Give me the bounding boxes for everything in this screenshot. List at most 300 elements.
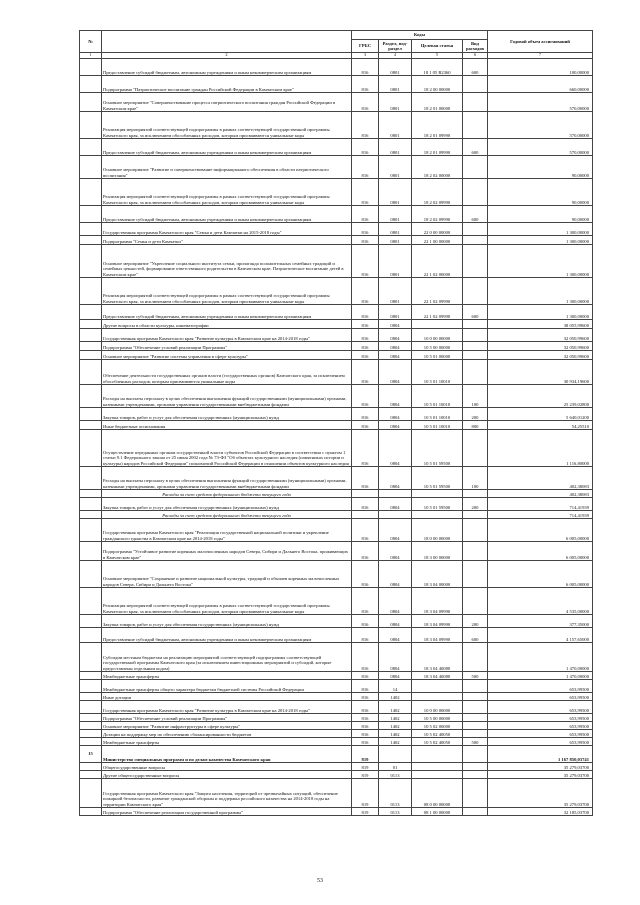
row-name: Реализация мероприятий соответствующей подпрограммы в рамках соответствующей государственной программы Камчатского края, за исключением обособленных расходов, которым присваиваются уникальные коды [102, 588, 352, 615]
row-grbs: 816 [352, 467, 379, 490]
row-expense-type: 600 [463, 139, 488, 156]
row-number [80, 139, 102, 156]
row-razdel: 0801 [379, 59, 412, 76]
row-amount: 1 300,00000 [488, 236, 593, 245]
row-razdel: 0801 [379, 93, 412, 112]
row-target-article: 18 2 02 00000 [412, 156, 463, 179]
row-grbs: 816 [352, 179, 379, 206]
row-target-article: 18 3 04 09990 [412, 628, 463, 643]
row-number [80, 763, 102, 771]
row-razdel: 0804 [379, 385, 412, 408]
table-row [80, 746, 593, 763]
row-name: Закупка товаров, работ и услуг для обеспечения государственных (муниципальных) нужд [102, 498, 352, 511]
row-target-article: 18 2 01 09990 [412, 112, 463, 139]
row-expense-type: 200 [463, 615, 488, 628]
row-razdel: 0804 [379, 320, 412, 329]
row-name: Государственная программа Камчатского края "Защита населения, территорий от чрезвычайных ситуаций, обеспечение пожарной безопасности, развитие гражданской обороны и поддержка российского казачества на 2014-2018 годы на территории Камчатского края" [102, 779, 352, 808]
row-number [80, 628, 102, 643]
row-grbs: 816 [352, 615, 379, 628]
table-row [80, 643, 593, 672]
row-target-article: 10 5 00 00000 [412, 342, 463, 351]
row-expense-type [463, 680, 488, 693]
row-expense-type [463, 588, 488, 615]
row-number [80, 467, 102, 490]
row-razdel: 0801 [379, 76, 412, 93]
row-number [80, 206, 102, 223]
table-row [80, 76, 593, 93]
row-grbs: 816 [352, 693, 379, 701]
row-grbs: 819 [352, 779, 379, 808]
row-amount: 1 300,00000 [488, 305, 593, 320]
budget-table-sheet [79, 30, 592, 816]
row-expense-type: 600 [463, 206, 488, 223]
row-grbs: 816 [352, 722, 379, 730]
row-target-article: 10 5 01 10010 [412, 385, 463, 408]
row-amount: 570,00000 [488, 139, 593, 156]
table-row [80, 236, 593, 245]
row-amount: 4 535,00000 [488, 588, 593, 615]
row-number [80, 615, 102, 628]
table-row [80, 467, 593, 490]
row-number [80, 305, 102, 320]
table-row [80, 278, 593, 305]
row-grbs: 816 [352, 351, 379, 360]
row-amount: 32 050,99600 [488, 342, 593, 351]
row-target-article: 18 0 00 00000 [412, 519, 463, 542]
table-note-row [80, 490, 593, 498]
row-razdel: 1402 [379, 722, 412, 730]
row-name: Государственная программа Камчатского края "Семья и дети Камчатки на 2015-2018 годы" [102, 223, 352, 236]
row-razdel: 0113 [379, 771, 412, 779]
row-razdel: 0801 [379, 179, 412, 206]
row-razdel: 0801 [379, 206, 412, 223]
row-name: Расходы на выплаты персоналу в целях обеспечения выполнения функций государственными (муниципальными) органами, казенными учреждениями, органами управления государственными внебюджетными фондами [102, 385, 352, 408]
row-target-article: 10 5 01 59500 [412, 430, 463, 467]
table-row [80, 771, 593, 779]
row-razdel: 0804 [379, 430, 412, 467]
table-row [80, 714, 593, 722]
row-number [80, 112, 102, 139]
row-name: Реализация мероприятий соответствующей подпрограммы в рамках соответствующей государственной программы Камчатского края, за исключением обособленных расходов, которым присваиваются уникальные коды [102, 278, 352, 305]
row-expense-type [463, 490, 488, 498]
row-target-article: 10 0 00 00000 [412, 329, 463, 342]
row-amount: 653,99500 [488, 730, 593, 738]
row-number [80, 223, 102, 236]
row-amount: 1 116,80000 [488, 430, 593, 467]
row-razdel: 0804 [379, 342, 412, 351]
row-amount: 402,38083 [488, 467, 593, 490]
row-razdel [379, 746, 412, 763]
row-amount: 25 239,02800 [488, 385, 593, 408]
row-name: Иные дотации [102, 693, 352, 701]
row-number [80, 236, 102, 245]
row-razdel: 0804 [379, 643, 412, 672]
row-expense-type: 200 [463, 498, 488, 511]
row-razdel: 0804 [379, 329, 412, 342]
row-expense-type: 600 [463, 305, 488, 320]
row-number [80, 245, 102, 278]
row-expense-type [463, 771, 488, 779]
row-amount: 570,00000 [488, 93, 593, 112]
row-grbs: 816 [352, 714, 379, 722]
row-razdel: 0801 [379, 278, 412, 305]
row-grbs: 816 [352, 519, 379, 542]
row-amount: 35 279,03700 [488, 771, 593, 779]
row-number [80, 588, 102, 615]
table-row [80, 139, 593, 156]
row-number [80, 738, 102, 746]
header-amount: Годовой объем ассигнований [488, 31, 593, 53]
row-number [80, 342, 102, 351]
table-row [80, 693, 593, 701]
row-target-article: 18 2 01 00000 [412, 93, 463, 112]
row-number [80, 156, 102, 179]
row-number [80, 320, 102, 329]
row-amount: 1 470,00000 [488, 643, 593, 672]
row-amount: 6 005,00000 [488, 519, 593, 542]
row-grbs: 816 [352, 236, 379, 245]
table-row [80, 722, 593, 730]
row-name: Осуществление переданных органам государственной власти субъектов Российской Федерации в соответствии с пунктом 1 статьи 9.1 Федерального закона от 25 июня 2002 года № 73-ФЗ "Об объектах культурного наследия (памятниках истории и культуры) народов Российской Федерации" полномочий Российской Федерации в отношении объектов культурного наследия [102, 430, 352, 467]
row-grbs: 816 [352, 561, 379, 588]
row-target-article: 22 1 02 00000 [412, 245, 463, 278]
row-target-article: 10 5 01 10010 [412, 360, 463, 385]
row-number [80, 179, 102, 206]
row-grbs: 816 [352, 360, 379, 385]
row-expense-type [463, 746, 488, 763]
row-razdel: 1402 [379, 701, 412, 714]
row-target-article: 10 5 00 00000 [412, 714, 463, 722]
row-grbs: 816 [352, 278, 379, 305]
row-grbs: 816 [352, 206, 379, 223]
row-grbs: 819 [352, 746, 379, 763]
row-amount: 32 050,99600 [488, 351, 593, 360]
row-name: Общегосударственные вопросы [102, 763, 352, 771]
row-name: Предоставление субсидий бюджетным, автономным учреждениям и иным некоммерческим организациям [102, 139, 352, 156]
row-number: 15 [80, 746, 102, 763]
row-target-article: 10 0 00 00000 [412, 701, 463, 714]
row-number [80, 542, 102, 561]
row-name: Основное мероприятие "Развитие системы управления в сфере культуры" [102, 351, 352, 360]
column-number: 1 [80, 53, 102, 59]
row-expense-type [463, 156, 488, 179]
row-amount: 30 934,19600 [488, 360, 593, 385]
row-razdel: 0804 [379, 360, 412, 385]
row-target-article: 10 5 01 10010 [412, 408, 463, 421]
row-razdel: 0804 [379, 615, 412, 628]
table-row [80, 305, 593, 320]
row-name: Предоставление субсидий бюджетным, автономным учреждениям и иным некоммерческим организациям [102, 59, 352, 76]
row-number [80, 808, 102, 816]
row-razdel: 0801 [379, 112, 412, 139]
row-razdel: 0801 [379, 156, 412, 179]
row-name: Подпрограмма "Семья и дети Камчатки" [102, 236, 352, 245]
table-row [80, 93, 593, 112]
row-amount: 653,99500 [488, 693, 593, 701]
row-amount: 5 640,01200 [488, 408, 593, 421]
row-grbs: 816 [352, 342, 379, 351]
header-number: № [80, 31, 102, 53]
row-name: Другие общегосударственные вопросы [102, 771, 352, 779]
row-amount: 402,38083 [488, 490, 593, 498]
row-amount: 32 050,99600 [488, 329, 593, 342]
row-target-article: 10 5 01 59500 [412, 467, 463, 490]
table-body [80, 59, 593, 816]
row-target-article [412, 680, 463, 693]
row-name: Межбюджетные трансферты [102, 672, 352, 680]
row-target-article: 18 3 04 40080 [412, 672, 463, 680]
row-expense-type [463, 329, 488, 342]
row-target-article: 10 5 01 10010 [412, 421, 463, 430]
column-number: 6 [463, 53, 488, 59]
row-expense-type [463, 236, 488, 245]
table-row [80, 672, 593, 680]
row-razdel: 0804 [379, 561, 412, 588]
row-razdel: 0113 [379, 779, 412, 808]
row-amount: 653,99500 [488, 714, 593, 722]
row-amount: 6 005,00000 [488, 542, 593, 561]
row-grbs: 816 [352, 498, 379, 511]
table-row [80, 112, 593, 139]
row-amount: 714,41939 [488, 498, 593, 511]
row-expense-type [463, 93, 488, 112]
row-target-article: 18 3 04 40080 [412, 643, 463, 672]
row-amount: 35 279,03700 [488, 763, 593, 771]
row-number [80, 519, 102, 542]
row-target-article: 22 1 00 00000 [412, 236, 463, 245]
row-expense-type [463, 179, 488, 206]
row-name: Межбюджетные трансферты [102, 738, 352, 746]
row-name: Реализация мероприятий соответствующей подпрограммы в рамках соответствующей государственной программы Камчатского края, за исключением обособленных расходов, которым присваиваются уникальные коды [102, 112, 352, 139]
row-name: Государственная программа Камчатского края "Развитие культуры в Камчатском крае на 2014-2018 годы" [102, 701, 352, 714]
column-number: 2 [102, 53, 352, 59]
row-target-article: 22 1 02 09990 [412, 278, 463, 305]
row-target-article: 18 2 02 09990 [412, 206, 463, 223]
row-expense-type: 600 [463, 628, 488, 643]
table-row [80, 498, 593, 511]
row-number [80, 76, 102, 93]
row-number [80, 672, 102, 680]
row-razdel: 01 [379, 763, 412, 771]
row-amount: 714,41939 [488, 511, 593, 519]
row-razdel: 0801 [379, 305, 412, 320]
row-razdel: 0804 [379, 628, 412, 643]
row-razdel: 0804 [379, 467, 412, 490]
table-row [80, 245, 593, 278]
table-row [80, 680, 593, 693]
row-name: Подпрограмма "Патриотическое воспитание граждан Российской Федерации в Камчатском крае" [102, 76, 352, 93]
table-row [80, 408, 593, 421]
row-target-article [412, 693, 463, 701]
row-expense-type [463, 342, 488, 351]
row-name: Расходы за счет средств федерального бюджета текущего года [102, 490, 352, 498]
table-row [80, 730, 593, 738]
row-grbs: 816 [352, 672, 379, 680]
row-grbs: 816 [352, 588, 379, 615]
row-target-article: 18 3 00 00000 [412, 542, 463, 561]
row-grbs: 816 [352, 156, 379, 179]
row-name: Подпрограмма "Обеспечение условий реализации Программы" [102, 342, 352, 351]
row-name: Предоставление субсидий бюджетным, автономным учреждениям и иным некоммерческим организациям [102, 628, 352, 643]
row-razdel: 1402 [379, 714, 412, 722]
table-row [80, 59, 593, 76]
table-row [80, 779, 593, 808]
row-amount: 38 055,99600 [488, 320, 593, 329]
row-name: Реализация мероприятий соответствующей подпрограммы в рамках соответствующей государственной программы Камчатского края, за исключением обособленных расходов, которым присваиваются уникальные коды [102, 179, 352, 206]
row-number [80, 779, 102, 808]
row-expense-type [463, 763, 488, 771]
row-number [80, 329, 102, 342]
row-razdel [379, 511, 412, 519]
row-razdel: 0804 [379, 498, 412, 511]
header-csr: Целевая статья [412, 40, 463, 53]
table-row [80, 360, 593, 385]
table-row [80, 329, 593, 342]
row-grbs [352, 511, 379, 519]
row-razdel: 0804 [379, 542, 412, 561]
row-razdel: 0804 [379, 672, 412, 680]
row-target-article: 18 2 00 00000 [412, 76, 463, 93]
row-name: Основное мероприятие "Совершенствование процесса патриотического воспитания граждан Российской Федерации в Камчатском крае" [102, 93, 352, 112]
row-name: Государственная программа Камчатского края "Реализация государственной национальной политики и укрепление гражданского единства в Камчатском крае на 2014-2018 годы" [102, 519, 352, 542]
row-number [80, 722, 102, 730]
row-razdel: 1402 [379, 693, 412, 701]
row-razdel: 1402 [379, 730, 412, 738]
row-name: Закупка товаров, работ и услуг для обеспечения государственных (муниципальных) нужд [102, 615, 352, 628]
row-grbs: 819 [352, 763, 379, 771]
table-row [80, 342, 593, 351]
row-target-article: 18 3 04 09990 [412, 588, 463, 615]
row-target-article [412, 320, 463, 329]
row-target-article [412, 511, 463, 519]
row-name: Закупка товаров, работ и услуг для обеспечения государственных (муниципальных) нужд [102, 408, 352, 421]
row-razdel: 0804 [379, 421, 412, 430]
row-expense-type [463, 722, 488, 730]
row-grbs: 816 [352, 421, 379, 430]
row-grbs: 816 [352, 730, 379, 738]
row-amount: 4 157,65000 [488, 628, 593, 643]
row-expense-type [463, 511, 488, 519]
row-name: Основное мероприятие "Развитие инфраструктуры в сфере культуры" [102, 722, 352, 730]
column-number: 4 [379, 53, 412, 59]
row-expense-type: 800 [463, 421, 488, 430]
column-number: 5 [412, 53, 463, 59]
row-amount: 653,99500 [488, 738, 593, 746]
row-expense-type [463, 320, 488, 329]
row-expense-type [463, 519, 488, 542]
row-amount: 32 185,03700 [488, 808, 593, 816]
row-expense-type: 200 [463, 408, 488, 421]
row-number [80, 693, 102, 701]
row-grbs: 816 [352, 93, 379, 112]
row-razdel: 0804 [379, 408, 412, 421]
row-number [80, 278, 102, 305]
row-target-article: 08 0 00 00000 [412, 779, 463, 808]
table-row [80, 701, 593, 714]
row-name: Предоставление субсидий бюджетным, автономным учреждениям и иным некоммерческим организациям [102, 206, 352, 223]
row-amount: 1 300,00000 [488, 278, 593, 305]
table-row [80, 206, 593, 223]
row-target-article [412, 746, 463, 763]
row-expense-type: 600 [463, 59, 488, 76]
row-number [80, 730, 102, 738]
row-expense-type: 500 [463, 738, 488, 746]
row-target-article: 18 1 05 R2360 [412, 59, 463, 76]
row-name: Министерство специальных программ и по делам казачества Камчатского края [102, 746, 352, 763]
row-expense-type [463, 693, 488, 701]
row-expense-type: 100 [463, 385, 488, 408]
row-amount: 6 005,00000 [488, 561, 593, 588]
row-expense-type [463, 351, 488, 360]
row-name: Основное мероприятие "Развитие и совершенствование информационного обеспечения в области патриотического воспитания" [102, 156, 352, 179]
row-grbs: 816 [352, 430, 379, 467]
row-expense-type [463, 808, 488, 816]
row-name: Расходы за счет средств федерального бюджета текущего года [102, 511, 352, 519]
row-grbs [352, 490, 379, 498]
row-number [80, 421, 102, 430]
row-number [80, 498, 102, 511]
row-amount: 1 300,00000 [488, 245, 593, 278]
row-amount: 1 470,00000 [488, 672, 593, 680]
row-razdel: 0804 [379, 351, 412, 360]
row-amount: 54,25510 [488, 421, 593, 430]
row-name: Подпрограмма "Устойчивое развитие коренных малочисленных народов Севера, Сибири и Дальнего Востока, проживающих в Камчатском крае" [102, 542, 352, 561]
row-number [80, 93, 102, 112]
row-expense-type: 500 [463, 672, 488, 680]
row-name: Обеспечение деятельности государственных органов власти (государственных органов) Камчатского края, за исключением обособленных расходов, которым присваиваются уникальные коды [102, 360, 352, 385]
row-name: Основное мероприятие "Укрепление социального института семьи, пропаганда положительных семейных традиций и семейных ценностей, формирование ответственного родительства в Камчатском крае. Патриотическое воспитание детей в Камчатском крае" [102, 245, 352, 278]
row-number [80, 385, 102, 408]
row-target-article: 22 1 02 09990 [412, 305, 463, 320]
row-razdel: 0801 [379, 236, 412, 245]
row-number [80, 430, 102, 467]
row-grbs: 819 [352, 771, 379, 779]
row-amount: 660,00000 [488, 76, 593, 93]
row-target-article: 18 3 04 09990 [412, 615, 463, 628]
table-row [80, 738, 593, 746]
row-amount: 653,99500 [488, 680, 593, 693]
column-number: 7 [488, 53, 593, 59]
row-number [80, 701, 102, 714]
row-target-article [412, 771, 463, 779]
row-grbs: 816 [352, 320, 379, 329]
table-row [80, 588, 593, 615]
row-grbs: 816 [352, 305, 379, 320]
header-grbs: ГРБС [352, 40, 379, 53]
row-grbs: 816 [352, 59, 379, 76]
row-expense-type [463, 714, 488, 722]
row-number [80, 351, 102, 360]
row-grbs: 816 [352, 76, 379, 93]
row-amount: 90,00000 [488, 206, 593, 223]
row-expense-type [463, 76, 488, 93]
row-target-article: 10 5 02 40050 [412, 730, 463, 738]
row-amount: 100,00000 [488, 59, 593, 76]
column-number: 3 [352, 53, 379, 59]
row-number [80, 561, 102, 588]
table-row [80, 808, 593, 816]
row-razdel: 0801 [379, 245, 412, 278]
row-expense-type [463, 542, 488, 561]
row-razdel: 0801 [379, 223, 412, 236]
row-expense-type [463, 360, 488, 385]
table-row [80, 223, 593, 236]
row-razdel: 0801 [379, 139, 412, 156]
row-name: Субсидии местным бюджетам на реализацию мероприятий соответствующей подпрограммы соответствующей государственной программы Камчатского края (за исключением инвестиционных мероприятий и субсидий, которые предоставлены отдельным кодом) [102, 643, 352, 672]
row-grbs: 816 [352, 701, 379, 714]
row-target-article [412, 490, 463, 498]
row-name: Подпрограмма "Обеспечение реализации государственной программы" [102, 808, 352, 816]
